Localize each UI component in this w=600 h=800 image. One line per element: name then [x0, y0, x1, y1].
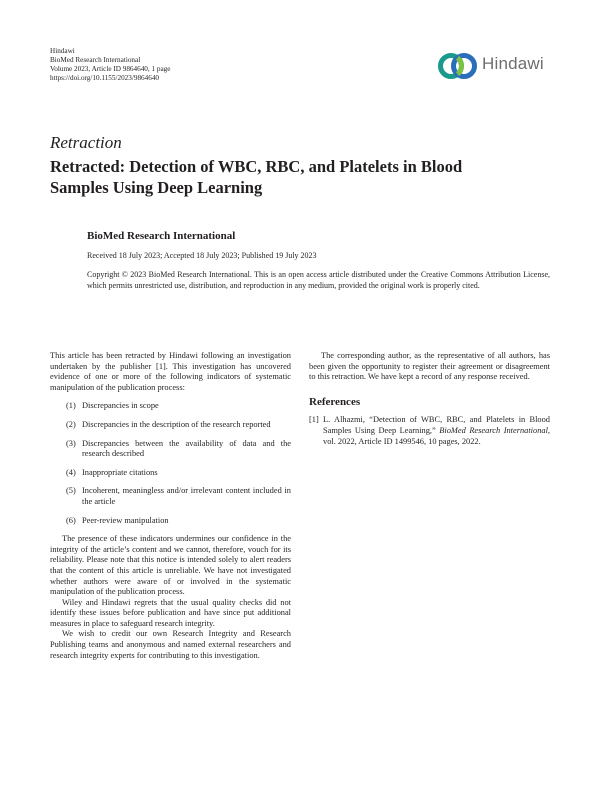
publisher-name: Hindawi	[50, 47, 75, 55]
doi-link[interactable]: https://doi.org/10.1155/2023/9864640	[50, 74, 160, 82]
article-dates: Received 18 July 2023; Accepted 18 July 2023; Published 19 July 2023	[87, 251, 317, 260]
article-title: Retracted: Detection of WBC, RBC, and Platelets in Blood Samples Using Deep Learning	[50, 157, 463, 197]
volume-info: Volume 2023, Article ID 9864640, 1 page	[50, 65, 171, 73]
hindawi-logo-icon	[436, 48, 480, 84]
list-item: (6) Peer-review manipulation	[66, 515, 169, 525]
indicator-list	[50, 401, 291, 526]
right-column	[309, 351, 550, 447]
body-paragraph: Wiley and Hindawi regrets that the usual quality checks did not identify these issues before publication and have since put additional measures in place to safeguard research integrity.	[50, 597, 291, 628]
copyright-notice: Copyright © 2023 BioMed Research International. This is an open access article distributed under the Creative Commons Attribution License, which permits unrestricted use, distribution, and reproduction in any medium, provided the original work is properly cited.	[87, 270, 550, 290]
author-response-paragraph: The corresponding author, as the representative of all authors, has been given the opportunity to register their agreement or disagreement to this retraction. We have kept a record of any response received.	[309, 351, 550, 382]
reference-number: [1]	[309, 415, 319, 425]
list-item: (4) Inappropriate citations	[66, 467, 158, 477]
references-heading: References	[309, 395, 361, 408]
article-author: BioMed Research International	[87, 230, 236, 242]
list-item: (3) Discrepancies between the availability of data and the research described	[66, 438, 291, 459]
list-item: (1) Discrepancies in scope	[66, 401, 159, 411]
reference-item: [1] L. Alhazmi, “Detection of WBC, RBC, and Platelets in Blood Samples Using Deep Learning,” BioMed Research International, vol. 2022, Article ID 1499546, 10 pages, 2022.	[309, 415, 550, 446]
body-paragraph: The presence of these indicators undermines our confidence in the integrity of the article’s content and we cannot, therefore, vouch for its reliability. Please note that this notice is intended solely to alert readers that the content of this article is unreliable. We have not investigated whether authors were aware of or involved in the systematic manipulation of the publication process.	[50, 534, 291, 597]
article-metadata	[50, 47, 170, 83]
hindawi-logo[interactable]	[436, 48, 556, 84]
body-paragraph: We wish to credit our own Research Integrity and Research Publishing teams and anonymous and named external researchers and research integrity experts for contributing to this investigation.	[50, 629, 291, 660]
reference-journal: BioMed Research International	[439, 425, 548, 435]
hindawi-logo-text: Hindawi	[482, 54, 544, 73]
intro-paragraph: This article has been retracted by Hindawi following an investigation undertaken by the publisher [1]. This investigation has uncovered evidence of one or more of the following indicators of systematic manipulation of the publication process:	[50, 351, 291, 392]
list-item: (2) Discrepancies in the description of the research reported	[66, 419, 271, 429]
list-item: (5) Incoherent, meaningless and/or irrelevant content included in the article	[66, 486, 291, 506]
journal-name: BioMed Research International	[50, 56, 141, 64]
left-column	[50, 351, 291, 661]
article-type: Retraction	[50, 133, 122, 152]
